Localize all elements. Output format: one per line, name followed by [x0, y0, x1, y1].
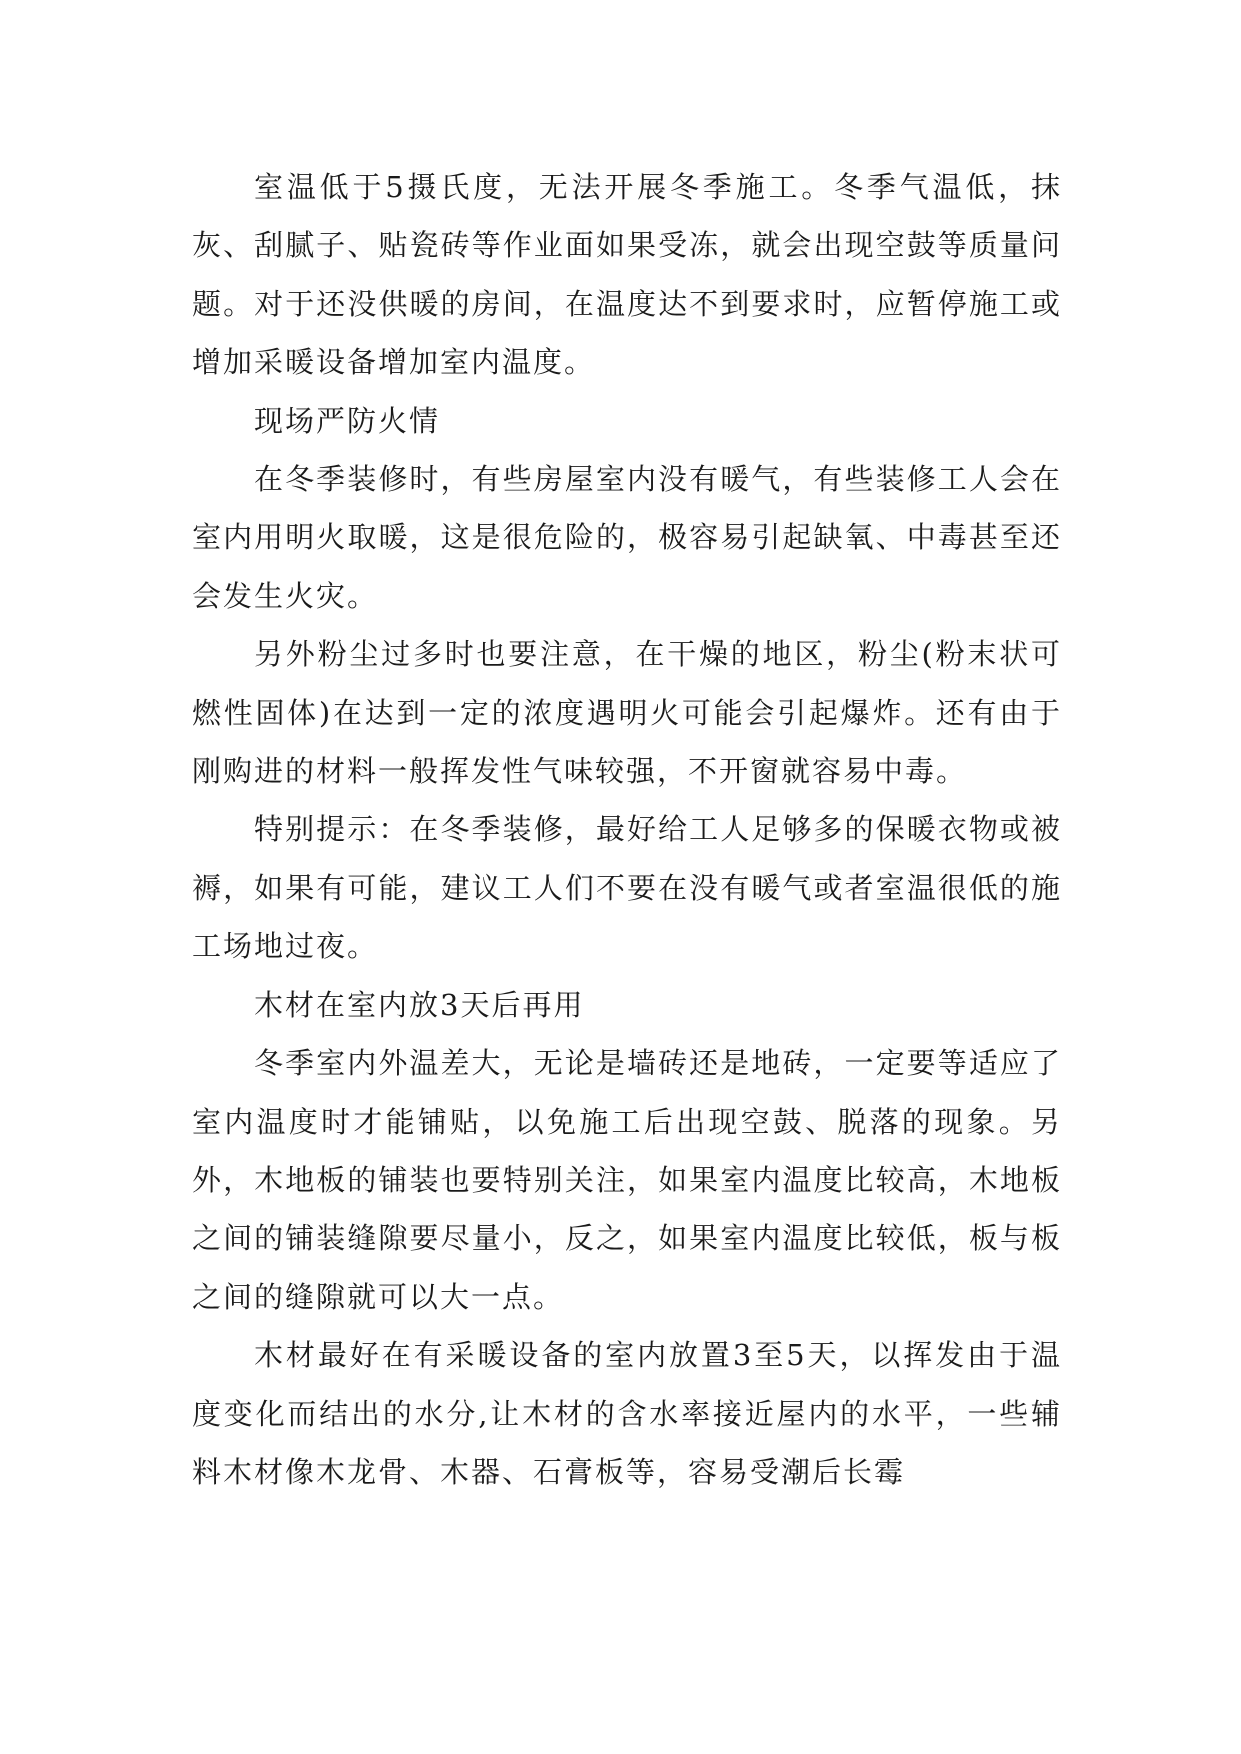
document-body [192, 158, 1062, 1501]
paragraph-special-tip: 特别提示：在冬季装修，最好给工人足够多的保暖衣物或被褥，如果有可能，建议工人们不要在没有暖气或者室温很低的施工场地过夜。 [192, 812, 1062, 964]
heading-wood-acclimation: 木材在室内放3天后再用 [254, 987, 585, 1022]
paragraph-wood-storage: 木材最好在有采暖设备的室内放置3至5天，以挥发由于温度变化而结出的水分,让木材的含水率接近屋内的水平，一些辅料木材像木龙骨、木器、石膏板等，容易受潮后长霉 [192, 1338, 1062, 1489]
paragraph-cold-construction: 室温低于5摄氏度，无法开展冬季施工。冬季气温低，抹灰、刮腻子、贴瓷砖等作业面如果受冻，就会出现空鼓等质量问题。对于还没供暖的房间，在温度达不到要求时，应暂停施工或增加采暖设备增加室内温度。 [192, 170, 1062, 380]
paragraph-open-flame-danger: 在冬季装修时，有些房屋室内没有暖气，有些装修工人会在室内用明火取暖，这是很危险的，极容易引起缺氧、中毒甚至还会发生火灾。 [192, 462, 1062, 613]
heading-fire-prevention: 现场严防火情 [254, 403, 441, 438]
paragraph-tile-and-floor: 冬季室内外温差大，无论是墙砖还是地砖，一定要等适应了室内温度时才能铺贴，以免施工后出现空鼓、脱落的现象。另外，木地板的铺装也要特别关注，如果室内温度比较高，木地板之间的铺装缝隙要尽量小，反之，如果室内温度比较低，板与板之间的缝隙就可以大一点。 [192, 1046, 1062, 1314]
paragraph-dust-explosion: 另外粉尘过多时也要注意，在干燥的地区，粉尘(粉末状可燃性固体)在达到一定的浓度遇明火可能会引起爆炸。还有由于刚购进的材料一般挥发性气味较强，不开窗就容易中毒。 [192, 637, 1062, 789]
